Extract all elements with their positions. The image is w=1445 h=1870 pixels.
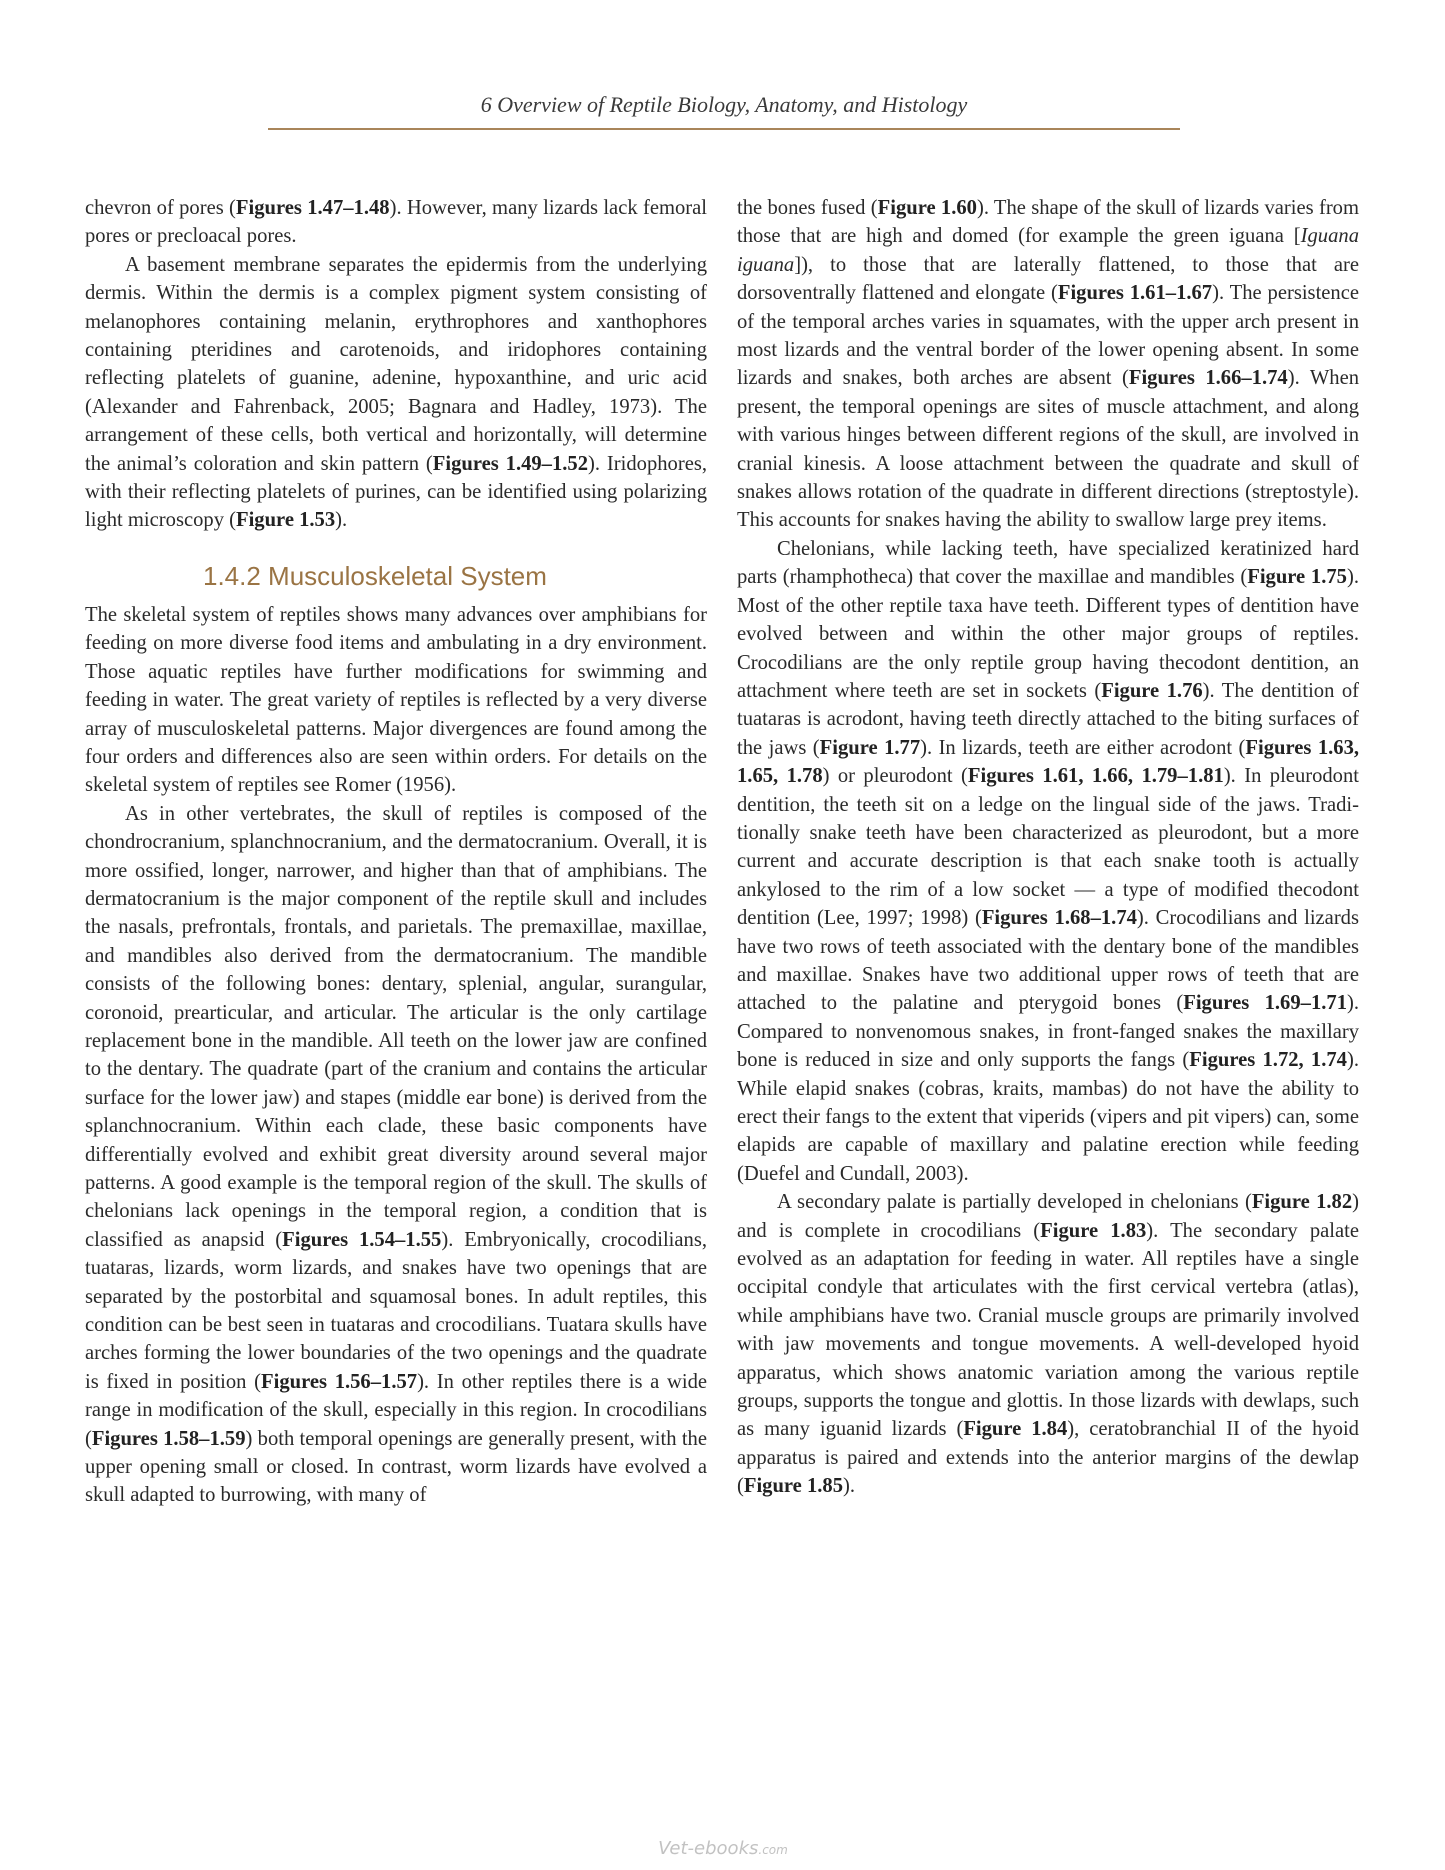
text-run: ]), to those that are laterally flattened, to those that are dorsoventrally flattened and elongate (: [737, 253, 1359, 305]
paragraph: [737, 1188, 1359, 1500]
text-run: ). In lizards, teeth are either acrodont (: [920, 736, 1246, 759]
watermark-text: Vet-ebooks: [658, 1838, 759, 1859]
figure-reference: Figures 1.68–1.74: [981, 907, 1137, 930]
figure-reference: Figure 1.77: [819, 736, 921, 759]
text-run: ), ceratobranchial II of the hyoid apparatus is paired and extends into the anterior margins of the dewlap (: [737, 1418, 1359, 1498]
text-run: ) and is complete in crocodilians (: [737, 1191, 1359, 1242]
text-run: ). The persistence of the temporal arches varies in squamates, with the upper arch present in most lizards and the ventral border of the lower opening absent. In some lizards and snakes, both arches are absent (: [737, 282, 1360, 390]
figure-reference: Figures 1.58–1.59: [91, 1427, 246, 1450]
text-run: ). The shape of the skull of lizards varies from those that are high and domed (for example the green iguana [: [737, 197, 1359, 248]
paragraph: [85, 251, 707, 535]
figure-reference: Figure 1.60: [877, 197, 977, 219]
figure-reference: Figure 1.85: [743, 1475, 844, 1498]
figure-reference: Figures 1.72, 1.74: [1189, 1049, 1347, 1072]
text-run: ). While elapid snakes (cobras, kraits, mambas) do not have the ability to erect their fangs to the extent that viperids (vipers and pit vipers) can, some elapids are capable of maxillary and palatine erection while feeding (Duefel and Cundall, 2003).: [737, 1049, 1359, 1185]
text-run: Chelonians, while lacking teeth, have specialized keratinized hard parts (rhamphotheca) that cover the maxillae and mandibles (: [737, 537, 1359, 589]
watermark-suffix: .com: [758, 1843, 788, 1857]
text-run: ). Most of the other reptile taxa have teeth. Different types of dentition have evolved between and within the other major groups of reptiles. Crocodilians are the only reptile group having thecodont dentition, an attachment where teeth are set in sockets (: [737, 566, 1359, 702]
figure-reference: Figure 1.53: [236, 509, 336, 532]
figure-reference: Figures 1.69–1.71: [1183, 992, 1347, 1015]
text-run: the bones fused (: [737, 197, 878, 219]
text-run: ). The dentition of tuataras is acrodont, having teeth directly attached to the biting surfaces of the jaws (: [737, 679, 1359, 759]
paragraph: [737, 535, 1359, 1188]
figure-reference: Figures 1.66–1.74: [1128, 367, 1288, 390]
text-run: ).: [843, 1475, 856, 1498]
figure-reference: Figures 1.61, 1.66, 1.79–1.81: [967, 765, 1224, 788]
text-run: ). Compared to nonvenomous snakes, in front-fanged snakes the maxillary bone is reduced in size and only supports the fangs (: [737, 992, 1360, 1072]
paragraph: [737, 194, 1359, 535]
figure-reference: Figures 1.49–1.52: [432, 452, 589, 475]
text-run: ). Crocodilians and lizards have two rows of teeth associated with the dentary bone of the mandibles and maxillae. Snakes have two additional upper rows of teeth that are attached to the palatine and pterygoid bones (: [737, 907, 1359, 1015]
text-run: ).: [335, 509, 348, 532]
figure-reference: Figure 1.75: [1247, 566, 1347, 589]
figure-reference: Figures 1.61–1.67: [1057, 282, 1213, 305]
species-name: Iguana iguana: [737, 225, 1359, 276]
left-column: [85, 194, 707, 1510]
text-run: ) both temporal openings are generally present, with the upper opening small or closed. In contrast, worm lizards have evolved a skull adapted to burrowing, with many of: [85, 1427, 707, 1507]
paragraph: [85, 194, 707, 251]
text-run: The skeletal system of reptiles shows many advances over amphibians for feeding on more diverse food items and ambulating in a dry environment. Those aquatic reptiles have further modifications for swimming and feeding in water. The great variety of reptiles is reflected by a very diverse array of musculoskeletal patterns. Major divergences are found among the four orders and differences also are seen within orders. For details on the skeletal system of reptiles see Romer (1956).: [85, 603, 707, 797]
running-header: 6 Overview of Reptile Biology, Anatomy, and Histology: [480, 92, 968, 117]
text-run: ). In pleurodont dentition, the teeth sit on a ledge on the lingual side of the jaws. Traditionally snake teeth have been characterized as pleurodont, but a more current and accurate description is that each snake tooth is actually ankylosed to the rim of a low socket — a type of modified thecodont dentition (Lee, 1997; 1998) (: [737, 765, 1360, 930]
text-run: ) or pleurodont (: [822, 765, 968, 788]
text-run: As in other vertebrates, the skull of reptiles is composed of the chondrocranium, splanchnocranium, and the dermatocranium. Overall, it is more ossified, longer, narrower, and higher than that of amphibians. The dermatocranium is the major component of the reptile skull and includes the nasals, prefrontals, frontals, and parietals. The premaxillae, maxillae, and mandibles also derived from the dermatocranium. The mandible consists of the following bones: dentary, splenial, angular, surangular, coronoid, prearticular, and articular. The articular is the only cartilage replacement bone in the mandible. All teeth on the lower jaw are confined to the dentary. The quadrate (part of the cranium and contains the articular surface for the lower jaw) and stapes (middle ear bone) is derived from the splanchnocranium. Within each clade, these basic components have differentially evolved and exhibit great diversity around several major patterns. A good example is the temporal region of the skull. The skulls of chelonians lack openings in the temporal region, a condition that is classified as anapsid (: [85, 802, 707, 1251]
section-heading: 1.4.2 Musculoskeletal System: [203, 560, 547, 591]
paragraph: [85, 601, 707, 800]
text-run: ). In other reptiles there is a wide range in modification of the skull, especially in this region. In crocodilians (: [85, 1370, 708, 1450]
figure-reference: Figure 1.84: [963, 1418, 1068, 1441]
text-run: ). Iridophores, with their reflecting platelets of purines, can be identified using polarizing light microscopy (: [85, 452, 707, 532]
text-run: ). Embryonically, crocodilians, tuataras, lizards, worm lizards, and snakes have two openings that are separated by the postorbital and squamosal bones. In adult reptiles, this condition can be best seen in tuataras and crocodilians. Tuatara skulls have arches forming the lower boundaries of the two openings and the quadrate is fixed in position (: [85, 1228, 708, 1393]
paragraph: [85, 800, 707, 1510]
text-run: A basement membrane separates the epidermis from the underlying dermis. Within the dermis is a complex pigment system consisting of melanophores containing melanin, erythrophores and xanthophores containing pteridines and carotenoids, and iridophores containing reflecting platelets of guanine, adenine, hypoxanthine, and uric acid (Alexander and Fahrenback, 2005; Bagnara and Hadley, 1973). The arrangement of these cells, both vertical and horizontally, will determine the animal’s coloration and skin pattern (: [85, 253, 707, 475]
right-column: [737, 194, 1359, 1501]
text-run: A secondary palate is partially developed in chelonians (: [777, 1191, 1252, 1214]
figure-reference: Figure 1.82: [1251, 1191, 1353, 1214]
figure-reference: Figures 1.56–1.57: [261, 1370, 418, 1393]
text-run: ). The secondary palate evolved as an adaptation for feeding in water. All reptiles have a single occipital condyle that articulates with the first cervical vertebra (atlas), while amphibians have two. Cranial muscle groups are primarily involved with jaw movements and tongue movements. A well-developed hyoid apparatus, which shows anatomic variation among the various reptile groups, supports the tongue and glottis. In those lizards with dewlaps, such as many iguanid lizards (: [737, 1219, 1359, 1441]
figure-reference: Figures 1.54–1.55: [282, 1228, 442, 1251]
figure-reference: Figure 1.76: [1101, 679, 1203, 702]
header-rule: [268, 128, 1180, 130]
figure-reference: Figure 1.83: [1040, 1219, 1147, 1242]
text-run: ). However, many lizards lack femoral pores or precloacal pores.: [85, 197, 707, 248]
watermark: [650, 1838, 796, 1859]
text-run: chevron of pores (: [85, 197, 236, 219]
figure-reference: Figures 1.47–1.48: [235, 197, 390, 219]
text-run: ). When present, the temporal openings are sites of muscle attachment, and along with various hinges between different regions of the skull, are involved in cranial kinesis. A loose attachment between the quadrate and skull of snakes allows rotation of the quadrate in different directions (streptostyle). This accounts for snakes having the ability to swallow large prey items.: [737, 367, 1360, 532]
figure-reference: Figures 1.63, 1.65, 1.78: [737, 736, 1360, 788]
